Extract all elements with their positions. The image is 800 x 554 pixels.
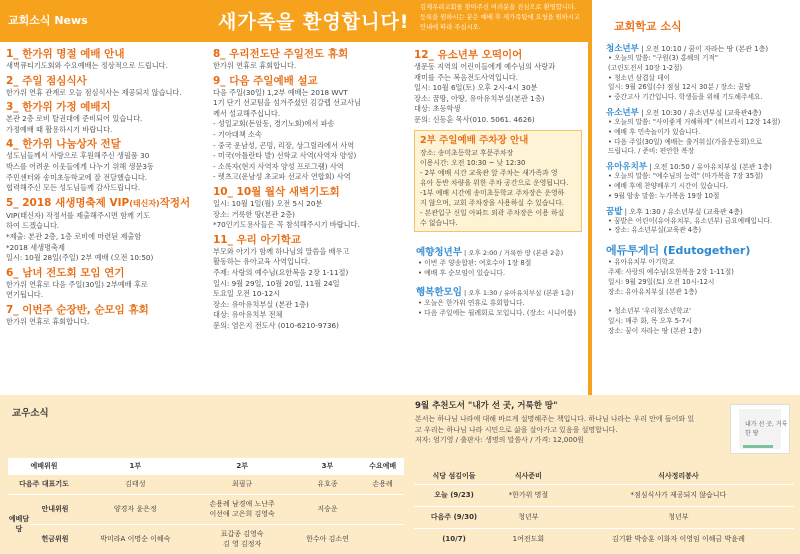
school-dept-line: • 예배 후 민속놀이가 있습니다. — [608, 127, 701, 136]
parking-line: 유아 동반 차량을 위한 주차 공간으로 운영됩니다. — [420, 178, 569, 187]
notice-12-body — [408, 62, 588, 126]
book-cover-image — [730, 404, 790, 454]
school-dept-name: 유아유치부 — [606, 162, 648, 173]
parking-title: 2부 주일예배 주차장 안내 — [420, 134, 529, 146]
notice-section — [0, 196, 207, 264]
youth-adult-line: • 이번 주 양송합판: 여호수아 1장 8절 — [418, 258, 532, 267]
edutogether-line: 주제: 사랑의 예수님(요한복음 2장 1-11절) — [608, 267, 734, 276]
book-cover-text: 내가 선 곳, 거룩한 땅 — [745, 421, 788, 437]
duty-header: 예배위원 — [8, 458, 80, 474]
school-dept-line: 드립니다. / 준비: 편안한 복장 — [608, 147, 695, 156]
kitchen-row-label: 다음주 (9/30) — [414, 506, 494, 528]
notice-section — [207, 185, 408, 231]
notice-line: 본관 2층 로비 탈권대에 준비되어 있습니다. — [6, 114, 143, 124]
school-dept — [592, 160, 800, 201]
happy-body — [416, 298, 588, 318]
kitchen-cell: 청년부 — [563, 506, 794, 528]
notice-line: 성도님들께서 사랑으로 후원해주신 생필품 30 — [6, 151, 150, 161]
edutogether-line — [608, 297, 800, 307]
parking-line: 수 없습니다. — [420, 218, 458, 227]
book-line: 본서는 하나님 나라에 대해 바르게 설명해주는 책입니다. 하나님 나라는 우리 안에 들어와 있 — [415, 415, 695, 423]
kitchen-row-label: 오늘 (9/23) — [414, 484, 494, 506]
welcome-title: 새가족을 환영합니다! — [218, 11, 410, 33]
notice-line: 문의: 염은지 전도사 (010-6210-9736) — [213, 320, 339, 330]
duty-row-label: 헌금위원 — [30, 524, 80, 554]
parking-line: - 본관입구 신일 아파트 외곽 주차장은 이용 하실 — [420, 208, 565, 217]
duty-cell: 손용례 남경애 노난주 이선애 고은희 김영숙 — [191, 494, 294, 524]
duty-row-label: 안내위원 — [30, 494, 80, 524]
youth-adult-line: • 예배 후 순모임이 있습니다. — [418, 268, 506, 277]
notice-section — [207, 233, 408, 332]
notice-line: - 소록자(현지 사역자 양성 프로그램) 사역 — [213, 161, 344, 171]
notice-title-text: 2_ 주일 점심식사 — [6, 74, 87, 87]
notice-line: 주민센터와 송미초등학교에 잘 전달했습니다. — [6, 172, 148, 182]
notice-title — [0, 100, 207, 114]
notice-line: 활동하는 유아교육 사역입니다. — [213, 257, 311, 267]
parking-line: - 2부 예배 시간 교육관 앞 주차는 새가족과 영 — [420, 168, 558, 177]
notice-title-text: 10_ 10월 월삭 새벽기도회 — [213, 185, 340, 198]
duty-cell — [361, 494, 404, 524]
notice-line: 다음 주일(30일) 1,2부 예배는 2018 WVT — [213, 87, 348, 97]
church-school-list — [592, 42, 800, 236]
notice-line: 한가위 연휴로 휴회합니다. — [213, 61, 297, 70]
kitchen-header: 식사정리봉사 — [658, 471, 699, 480]
notice-title — [207, 47, 408, 61]
notice-title — [207, 233, 408, 247]
youth-adult-group — [408, 244, 588, 278]
school-dept — [592, 205, 800, 237]
notice-12-title: 12_ 유소년부 오떡이어 — [414, 49, 523, 61]
duty-header: 3부 — [294, 458, 362, 474]
parking-line: 지 않으며, 교회 주차장을 사용하실 수 있습니다. — [420, 198, 564, 207]
notice-line: *제출: 본관 2층, 1층 로비에 마련된 제출함 — [6, 231, 142, 241]
edutogether-body — [592, 258, 800, 336]
school-dept-line: • 꿈밭은 어린이(유아유치부, 유소년부) 금요예배입니다. — [608, 216, 773, 225]
notice-line: 한가위 연휴 관계로 오늘 점심식사는 제공되지 않습니다. — [6, 87, 182, 97]
duty-cell: 표갑종 김영숙 김 영 김정자 — [191, 524, 294, 554]
school-dept-time: | 오전 10:50 / 유아유치부실 (본관 1층) — [647, 163, 772, 172]
notice-title-text: 3_ 한가위 가정 예배지 — [6, 101, 111, 114]
notice-section — [207, 74, 408, 183]
notice-section — [0, 137, 207, 193]
school-dept-name: 유소년부 — [606, 107, 639, 118]
school-dept-body — [606, 118, 800, 157]
duty-cell: 박미라A 이명순 이혜숙 — [80, 524, 191, 554]
notice-line: 박스를 어려운 이웃들에게 나누기 위해 생문3동 — [6, 161, 154, 171]
notice-title-text: 4_ 한가위 나눔상자 전달 — [6, 138, 121, 151]
duty-header: 1부 — [80, 458, 191, 474]
school-dept-body — [606, 54, 800, 103]
notice-line: 장소: 유아유치부실 (본관 1층) — [213, 299, 309, 309]
duty-header: 2부 — [191, 458, 294, 474]
notice-12-line: 문의: 신동훈 목사(010. 5061. 4626) — [414, 114, 535, 124]
edutogether-title: 에듀투게더 (Edutogether) — [606, 244, 751, 258]
notice-body — [0, 211, 207, 264]
duty-cell: 지승운 — [294, 494, 362, 524]
duty-cell: 유호종 — [294, 474, 362, 494]
duty-cell: 한수아 김소연 — [294, 524, 362, 554]
notice-section — [0, 100, 207, 135]
school-dept — [592, 42, 800, 103]
notice-line: 협력해주신 모든 성도님들께 감사드립니다. — [6, 183, 141, 193]
parking-line: 장소: 송미초등학교 후문주차장 — [420, 148, 514, 157]
school-dept-line: • 다음 주일(30일) 예배는 출거워십(가을운동회)으로 — [608, 137, 763, 146]
notice-title-tail: 작정서 — [159, 196, 191, 209]
notice-title — [0, 47, 207, 61]
notice-line: 부모와 아기가 함께 하나님의 말씀을 배우고 — [213, 246, 350, 256]
school-dept-line: • 오늘의 말씀: "예수님의 능력" (마가복음 7장 35절) — [608, 172, 764, 181]
notice-title — [207, 185, 408, 199]
school-dept-head — [606, 205, 800, 217]
duty-cell — [361, 524, 404, 554]
duty-cell: 김태성 — [80, 474, 191, 494]
notice-body — [0, 317, 207, 328]
school-dept-line: • 오늘의 말씀: "구원(3) 홍해의 기적" — [608, 54, 718, 62]
duty-header: 수요예배 — [361, 458, 404, 474]
duty-cell: 양경자 윤은정 — [80, 494, 191, 524]
notice-line: *70인기도용사들은 꼭 참석해주시기 바랍니다. — [213, 220, 360, 230]
notice-section — [207, 47, 408, 72]
church-school-column — [588, 0, 800, 395]
notice-body — [0, 280, 207, 301]
kitchen-cell: 청년부 — [494, 506, 563, 528]
happy-title — [416, 284, 588, 298]
happy-name: 행복한모임 — [416, 286, 462, 298]
notice-line: 주제: 사랑의 예수님(요한복음 2장 1-11절) — [213, 267, 349, 277]
notice-line: *2018 새생명축제 — [6, 242, 65, 252]
book-description — [415, 414, 715, 446]
notice-title-text: 11_ 우리 아기학교 — [213, 233, 302, 246]
kitchen-cell: 1여전도회 — [494, 528, 563, 550]
notice-title-text: 5_ 2018 새생명축제 VIP — [6, 196, 130, 209]
notice-line: 한가위 연휴로 다음 주일(30일) 2부예배 후로 — [6, 279, 148, 289]
parking-line: 이용시간: 오전 10:30 ~ 낮 12:30 — [420, 158, 526, 167]
school-dept-time: | 오후 1:30 / 유소년부실 (교육관 4층) — [622, 207, 743, 216]
notice-line: - 미국(아틀란타 발) 선학교 사역(사역자 양성) — [213, 151, 357, 161]
edutogether-line: • 청소년부 '우리청소년학교' — [608, 307, 691, 316]
notice-line: 께서 설교해주십니다. — [213, 108, 281, 118]
notice-12 — [408, 48, 588, 126]
notice-title-text: 7_ 이번주 순장반, 순모임 휴회 — [6, 303, 149, 316]
notice-line: 일시: 10월 1일(월) 오전 5시 20분 — [213, 198, 323, 208]
edutogether-line: 장소: 유아유치부실 (본관 1층) — [608, 287, 698, 296]
kitchen-row-label: (10/7) — [414, 528, 494, 550]
happy-group — [408, 284, 588, 318]
news-header — [0, 0, 588, 42]
duty-row-label: 다음주 대표기도 — [8, 474, 80, 494]
notice-title-text: 6_ 남녀 전도회 모임 연기 — [6, 266, 125, 279]
kitchen-duty-table — [414, 468, 794, 550]
notice-body — [207, 61, 408, 72]
parking-body — [420, 148, 576, 228]
notice-body — [0, 114, 207, 135]
happy-line: • 오늘은 한가위 연휴로 휴회합니다. — [418, 298, 525, 307]
notice-line: VIP(태신자) 작정서를 제출해주시면 함께 기도 — [6, 210, 151, 220]
notice-line: 토요일 오전 10-12시 — [213, 289, 281, 299]
notice-section — [0, 266, 207, 301]
school-dept-head — [606, 160, 800, 172]
book-title: 9월 추천도서 "내가 선 곳, 거룩한 땅" — [415, 401, 558, 411]
notice-line: - 성일교회(돈암동, 경기노회)에서 파송 — [213, 119, 335, 129]
kitchen-header: 식사준비 — [514, 471, 542, 480]
notice-line: 가정예배 때 활용하시기 바랍니다. — [6, 124, 113, 134]
duty-group-label: 예배담당 — [8, 494, 30, 554]
notice-12-line: 일시: 10월 6일(토) 오후 2시-4시 30분 — [414, 83, 538, 93]
notice-body — [0, 151, 207, 193]
notice-body — [0, 61, 207, 72]
notice-body — [0, 88, 207, 99]
school-dept-name: 청소년부 — [606, 44, 639, 54]
happy-line: • 다음 주일에는 월례회로 모입니다. (장소: 시니어룸) — [418, 308, 577, 317]
notice-12-line: 재미를 주는 복음전도사역입니다. — [414, 72, 519, 82]
school-dept-body — [606, 217, 800, 237]
notice-title — [0, 74, 207, 88]
notice-12-line: 대상: 초등학생 — [414, 104, 461, 114]
notice-line: 연기됩니다. — [6, 290, 44, 300]
notice-line: 장소: 거룩한 땅(본관 2층) — [213, 209, 295, 219]
notice-title — [0, 196, 207, 211]
youth-adult-body — [416, 258, 588, 278]
school-dept-head — [606, 42, 800, 54]
parking-line: -1부 예배 시간에 송미초등학교 주차장은 운영하 — [420, 188, 565, 197]
notice-title — [0, 137, 207, 151]
notice-body — [207, 247, 408, 332]
duty-cell: 손용례 — [361, 474, 404, 494]
notice-section — [0, 303, 207, 328]
notice-line: 새벽큐티기도회와 수요예배는 정상적으로 드립니다. — [6, 61, 168, 70]
edutogether-line: 장소: 꿈이 자라는 땅 (본관 1층) — [608, 326, 702, 335]
welcome-note: 김제우리교회를 찾아주신 여러분을 진심으로 환영합니다. 등록을 원하시는 분은 예배 후 새가족팀에 요청을 원하시고 안내에 따라 주십시오. — [420, 4, 580, 31]
school-dept-body — [606, 172, 800, 201]
notice-section — [0, 74, 207, 99]
notice-line: 일시: 9월 29일, 10월 20일, 11월 24일 — [213, 278, 340, 288]
school-dept-line: • 청소년 삼겹살 데이 — [608, 73, 671, 82]
notice-body — [207, 199, 408, 231]
kitchen-cell: *한가위 명절 — [494, 484, 563, 506]
notice-title — [0, 303, 207, 317]
notice-title-text: 8_ 우리전도단 주일전도 휴회 — [213, 48, 349, 60]
youth-adult-name: 예향청년부 — [416, 246, 462, 258]
happy-time: | 오후 1:30 / 유아유치부실 (본관 1층) — [461, 288, 574, 297]
kitchen-cell: *점심식사가 제공되지 않습니다 — [563, 484, 794, 506]
news-column-1 — [0, 42, 207, 395]
edutogether-line: • 유아유치부 아기학교 — [608, 258, 675, 267]
notice-line: - 중국 운남성, 곤밍, 리장, 상그릴라에서 사역 — [213, 140, 355, 150]
school-dept-line: (고린도전서 10장 1-2절) — [608, 63, 683, 72]
school-dept-head — [606, 106, 800, 118]
member-news-title: 교우소식 — [12, 408, 49, 419]
notice-12-line: 장소: 꿈땅, 아땅, 유아유치부실(본관 1층) — [414, 93, 545, 103]
notice-12-line: 생문동 지역의 어린이들에게 예수님의 사랑과 — [414, 62, 556, 71]
notice-title-text: 1_ 한가위 명절 예배 안내 — [6, 48, 125, 60]
notice-line: 하여 드겠습니다. — [6, 221, 60, 231]
youth-adult-title — [416, 244, 588, 258]
kitchen-cell: 김기환 박승훈 이화자 이영임 이해금 박윤례 — [563, 528, 794, 550]
edutogether-line: 일시: 매주 화, 목 오후 5-7시 — [608, 316, 693, 325]
notice-line: - 기아대책 소속 — [213, 129, 262, 139]
notice-title-small: (태신자) — [129, 198, 160, 208]
school-dept-line: • 장소: 유소년부실(교육관 4층) — [608, 226, 702, 235]
school-dept-line: • 오늘의 말씀: "사이좋게 거해하게" (히브리서 12장 14절) — [608, 117, 781, 126]
book-line: 고 우리는 하나님 나라 시민으로 삶을 살아가고 있음을 설명합니다. — [415, 425, 618, 434]
news-column-2 — [207, 42, 408, 395]
church-school-title: 교회학교 소식 — [614, 20, 682, 33]
news-label: 교회소식 News — [8, 14, 88, 27]
notice-title — [0, 266, 207, 280]
notice-title-text: 9_ 다음 주일예배 설교 — [213, 74, 318, 87]
notice-line: 일시: 10월 28일(주일) 2부 예배 (오전 10:50) — [6, 253, 154, 263]
recommended-book — [415, 399, 715, 446]
notice-body — [207, 88, 408, 183]
school-dept-line: • 9월 암송 말씀: 누가복음 19장 10절 — [608, 191, 720, 200]
youth-adult-time: | 오후 2:00 / 거룩한 땅 (본관 2층) — [461, 248, 564, 257]
school-dept-line: 일시: 9월 26일(수) 점심 12시 30분 / 장소: 꿈땅 — [608, 83, 751, 92]
kitchen-header: 식당 섬김이들 — [432, 471, 476, 480]
school-dept-line: • 예배 후에 찬양배우기 시간이 있습니다. — [608, 181, 729, 190]
notice-line: 1기 단기 선교팀을 섬겨주셨던 김갈렙 선교사님 — [213, 98, 361, 108]
school-dept-time: | 오전 10:30 / 유소년부실 (교육관4층) — [638, 108, 762, 117]
notice-line: 대상: 유아유치부 전체 — [213, 310, 283, 320]
notice-section — [0, 47, 207, 72]
book-cover-bar — [743, 445, 773, 448]
school-dept-line: • 중간고사 기간입니다. 학생들을 위해 기도해주세요. — [608, 93, 763, 102]
notice-line: 한가위 연휴로 휴회합니다. — [6, 316, 90, 326]
edutogether-line: 일시: 9월 29일(토) 오전 10시-12시 — [608, 277, 715, 286]
parking-notice — [414, 130, 582, 232]
news-column-3 — [408, 42, 588, 395]
notice-title — [207, 74, 408, 88]
school-dept-name: 꿈밭 — [606, 206, 623, 217]
school-dept — [592, 106, 800, 157]
book-line: 저자: 엄기영 / 출판사: 생명의 말씀사 / 가격: 12,000원 — [415, 436, 585, 444]
notice-line: - 렛츠고(운남성 초교파 선교사 연합회) 사역 — [213, 172, 351, 182]
school-dept-time: | 오전 10:10 / 꿈이 자라는 땅 (본관 1층) — [638, 45, 769, 53]
duty-cell: 최필규 — [191, 474, 294, 494]
worship-duty-table — [8, 458, 404, 554]
